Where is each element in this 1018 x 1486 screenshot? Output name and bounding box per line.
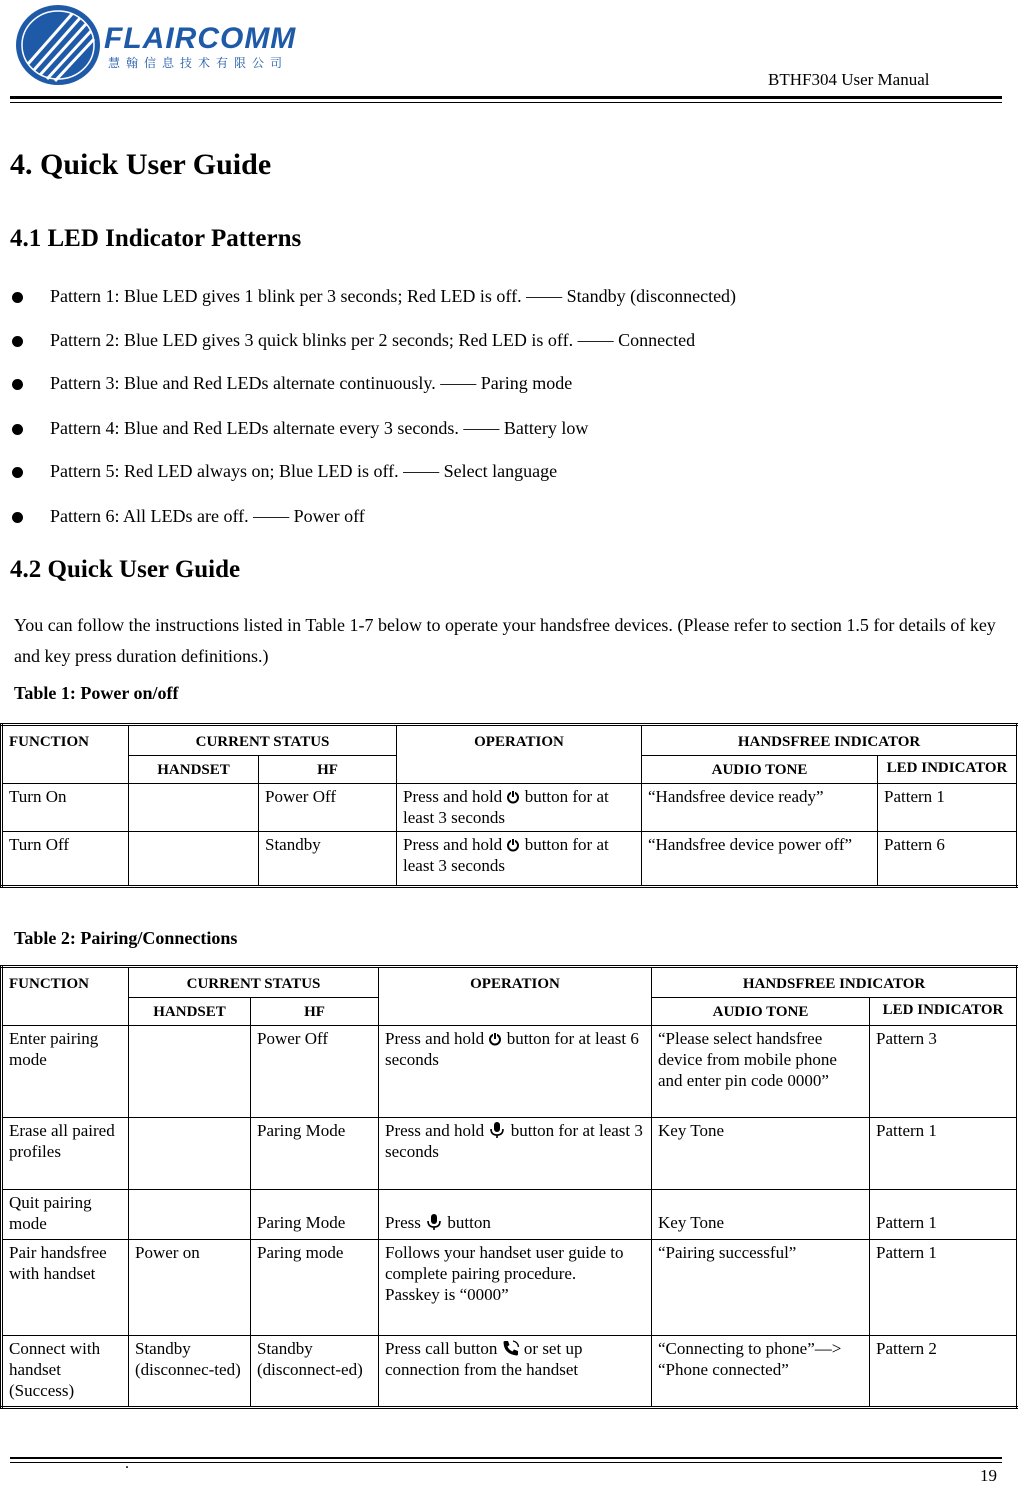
- table-row: Pair handsfree with handset Power on Paring mode Follows your handset user guide to complete pairing procedure. Passkey is “0000” “Pairing successful” Pattern 1: [2, 1240, 1018, 1336]
- footer-rule: [10, 1457, 1002, 1459]
- table-row: Connect with handset (Success) Standby (disconnec-ted) Standby (disconnect-ed) Press call button or set up connection from the handset “Connecting to phone”—> “Phone connected” Pattern 2: [2, 1336, 1018, 1408]
- table-row: Turn On Power Off Press and hold button for at least 3 seconds “Handsfree device ready” Pattern 1: [2, 784, 1018, 832]
- col-audio-tone: AUDIO TONE: [652, 998, 870, 1026]
- power-icon: [488, 1032, 502, 1046]
- col-handsfree-indicator: HANDSFREE INDICATOR: [652, 967, 1018, 998]
- globe-logo-icon: [14, 2, 104, 88]
- col-handset: HANDSET: [129, 756, 259, 784]
- power-icon: [506, 790, 520, 804]
- col-handsfree-indicator: HANDSFREE INDICATOR: [642, 725, 1018, 756]
- company-logo: [14, 2, 314, 88]
- col-handset: HANDSET: [129, 998, 251, 1026]
- pairing-table: [0, 965, 1018, 1409]
- col-hf: HF: [259, 756, 397, 784]
- table-row: Turn Off Standby Press and hold button for at least 3 seconds “Handsfree device power off” Pattern 6: [2, 832, 1018, 887]
- microphone-icon: [425, 1213, 443, 1231]
- table-row: Erase all paired profiles Paring Mode Press and hold button for at least 3 seconds Key Tone Pattern 1: [2, 1118, 1018, 1190]
- col-hf: HF: [251, 998, 379, 1026]
- led-heading: 4.1 LED Indicator Patterns: [10, 225, 302, 252]
- logo-subtitle: 慧翰信息技术有限公司: [108, 56, 289, 70]
- page-number: 19: [980, 1466, 997, 1485]
- bullet-dot-icon: [12, 292, 23, 303]
- col-current-status: CURRENT STATUS: [129, 967, 379, 998]
- bullet-dot-icon: [12, 467, 23, 478]
- header-rule-thin: [10, 102, 1002, 103]
- footer-rule-thin: [10, 1462, 1002, 1463]
- header-rule: [10, 96, 1002, 99]
- power-icon: [506, 838, 520, 852]
- bullet-dot-icon: [12, 424, 23, 435]
- power-table: [0, 723, 1018, 888]
- col-current-status: CURRENT STATUS: [129, 725, 397, 756]
- microphone-icon: [488, 1121, 506, 1139]
- col-audio-tone: AUDIO TONE: [642, 756, 878, 784]
- manual-title: BTHF304 User Manual: [768, 70, 930, 89]
- table-row: Enter pairing mode Power Off Press and hold button for at least 6 seconds “Please select handsfree device from mobile phone and enter pin code 0000” Pattern 3: [2, 1026, 1018, 1118]
- col-function: FUNCTION: [2, 967, 129, 1026]
- table2-caption: Table 2: Pairing/Connections: [14, 928, 238, 948]
- table1-caption: Table 1: Power on/off: [14, 683, 179, 703]
- col-function: FUNCTION: [2, 725, 129, 784]
- guide-heading: 4.2 Quick User Guide: [10, 556, 241, 583]
- bullet-dot-icon: [12, 512, 23, 523]
- col-operation: OPERATION: [379, 967, 652, 1026]
- logo-wordmark: FLAIRCOMM: [104, 22, 297, 55]
- phone-call-icon: [502, 1339, 520, 1357]
- col-led-indicator: LED INDICATOR: [870, 998, 1018, 1026]
- section-title: 4. Quick User Guide: [10, 148, 272, 181]
- col-operation: OPERATION: [397, 725, 642, 784]
- footer-dot: .: [125, 1455, 129, 1472]
- bullet-dot-icon: [12, 379, 23, 390]
- table-row: Quit pairing mode Paring Mode Press button Key Tone Pattern 1: [2, 1190, 1018, 1240]
- intro-paragraph: You can follow the instructions listed in Table 1-7 below to operate your handsfree devices. (Please refer to section 1.5 for details of key and key press duration definitions.): [14, 615, 996, 666]
- col-led-indicator: LED INDICATOR: [878, 756, 1018, 784]
- bullet-dot-icon: [12, 336, 23, 347]
